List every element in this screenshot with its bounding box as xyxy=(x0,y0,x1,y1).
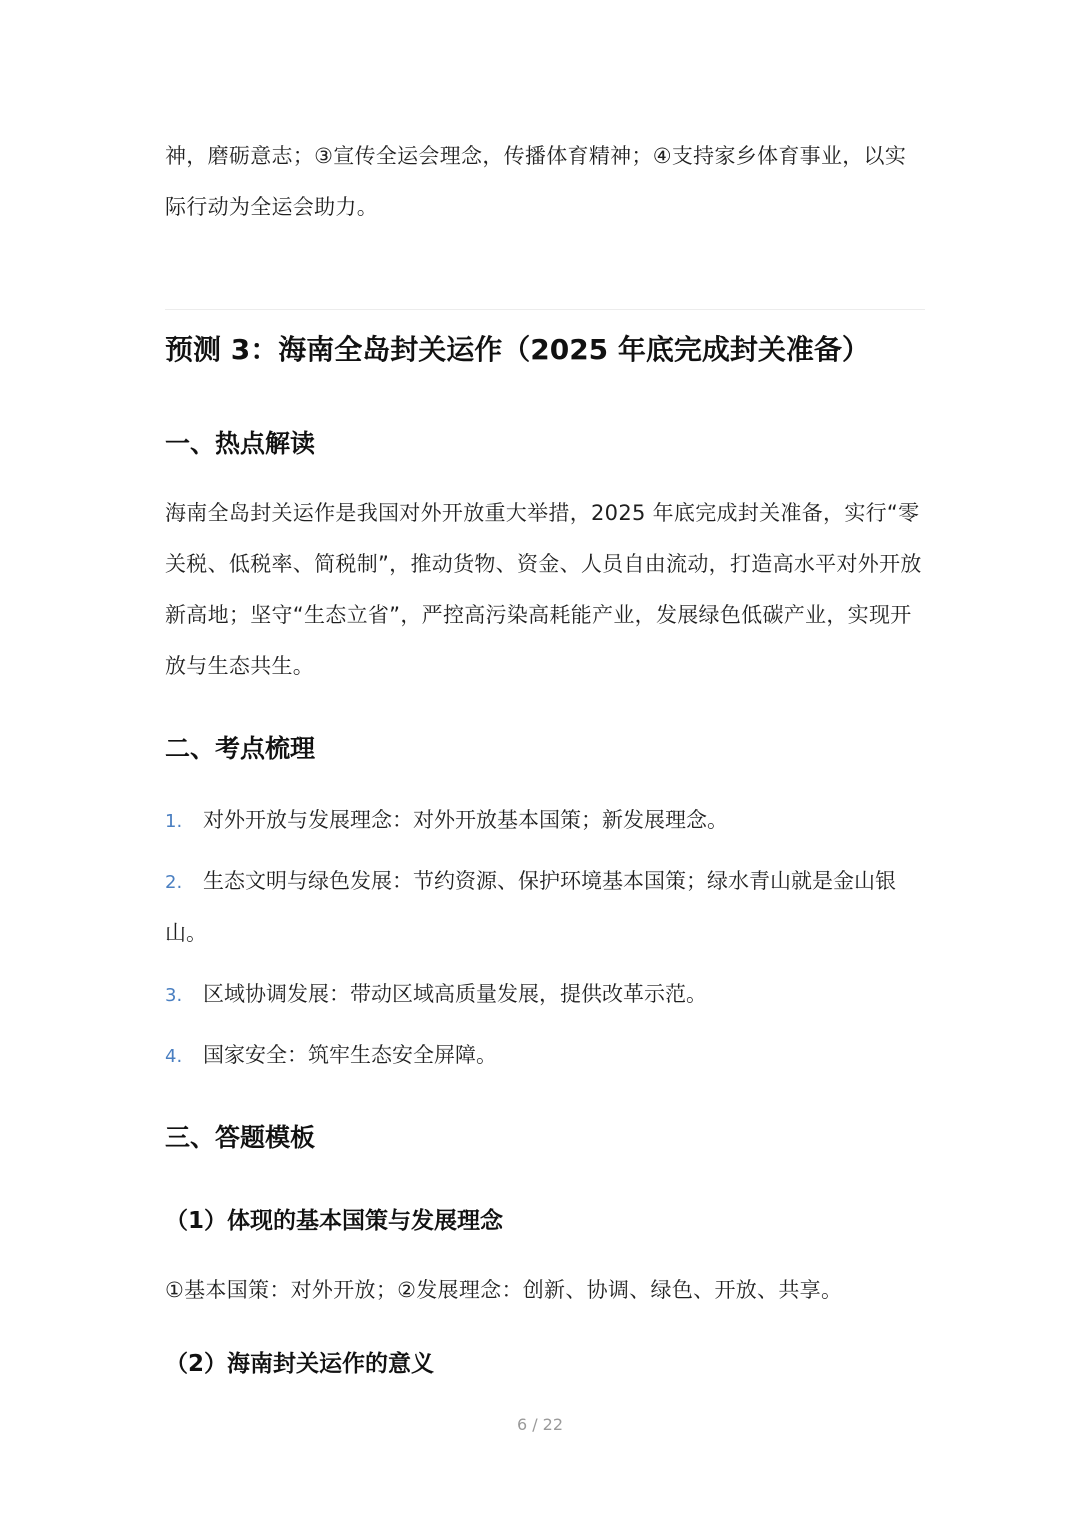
list-number: 3. xyxy=(165,985,183,1006)
list-text: 生态文明与绿色发展：节约资源、保护环境基本国策；绿水青山就是金山银山。 xyxy=(165,869,896,945)
list-text: 对外开放与发展理念：对外开放基本国策；新发展理念。 xyxy=(203,808,728,832)
hotspot-heading: 一、热点解读 xyxy=(165,429,316,458)
hotspot-paragraph: 海南全岛封关运作是我国对外开放重大举措，2025 年底完成封关准备，实行“零关税、低税率、简税制”，推动货物、资金、人员自由流动，打造高水平对外开放新高地；坚守“生态立省”，严控高污染高耗能产业，发展绿色低碳产业，实现开放与生态共生。 xyxy=(165,501,922,678)
subheading-policy: （1）体现的基本国策与发展理念 xyxy=(165,1208,504,1234)
policy-paragraph: ①基本国策：对外开放；②发展理念：创新、协调、绿色、开放、共享。 xyxy=(165,1278,843,1302)
list-number: 2. xyxy=(165,872,183,893)
template-heading: 三、答题模板 xyxy=(165,1123,316,1152)
list-text: 国家安全：筑牢生态安全屏障。 xyxy=(203,1043,497,1067)
list-number: 1. xyxy=(165,811,183,832)
keypoints-heading: 二、考点梳理 xyxy=(165,734,316,763)
section-divider xyxy=(165,309,925,310)
list-text: 区域协调发展：带动区域高质量发展，提供改革示范。 xyxy=(203,982,707,1006)
list-item xyxy=(165,969,925,1021)
section-title: 预测 3：海南全岛封关运作（2025 年底完成封关准备） xyxy=(165,333,870,366)
intro-paragraph: 神，磨砺意志；③宣传全运会理念，传播体育精神；④支持家乡体育事业，以实际行动为全运会助力。 xyxy=(165,144,907,219)
page-indicator: 6 / 22 xyxy=(516,1415,564,1434)
list-item xyxy=(165,856,925,959)
list-number: 4. xyxy=(165,1046,183,1067)
list-item xyxy=(165,795,925,847)
list-item xyxy=(165,1030,925,1082)
subheading-significance: （2）海南封关运作的意义 xyxy=(165,1351,435,1377)
